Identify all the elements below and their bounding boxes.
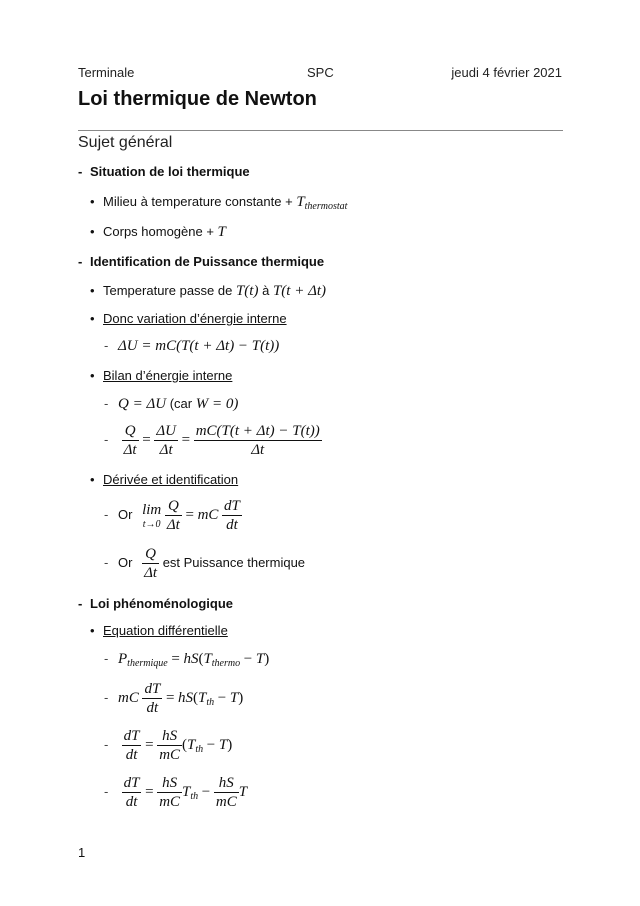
bullet-icon: •	[90, 224, 95, 239]
dash-bullet-icon: -	[104, 431, 109, 447]
section-heading-text: Identification de Puissance thermique	[90, 254, 325, 269]
math-hS: hS	[183, 651, 199, 667]
equation-dTdt: - $\frac{dT}{dt}$ = $\frac{hS}{mC}$ $(T_{th} - T)$	[104, 728, 233, 763]
dash-bullet-icon: -	[78, 596, 83, 611]
list-item-derivee	[90, 472, 238, 487]
math-subscript: th	[206, 696, 215, 708]
bullet-icon: •	[90, 623, 95, 638]
header-date: jeudi 4 février 2021	[451, 65, 562, 80]
fraction: $\frac{mC(T(t + \Delta t) - T(t))}{\Delta t}$	[195, 423, 320, 458]
math-T: T	[217, 224, 226, 240]
math-expression: ΔU = mC(T(t + Δt) − T(t))	[118, 338, 280, 354]
item-text: Corps homogène +	[103, 224, 218, 239]
list-item-variation	[90, 311, 287, 326]
fraction: $\frac{Q}{\Delta t}$	[144, 546, 158, 581]
list-item-corps	[90, 224, 226, 241]
header-class: Terminale	[78, 65, 135, 80]
section-heading-situation	[78, 164, 250, 179]
dash-bullet-icon: -	[78, 254, 83, 269]
math-subscript: thermostat	[304, 201, 348, 212]
fraction: $\frac{hS}{mC}$	[215, 775, 237, 810]
dash-bullet-icon: -	[104, 338, 109, 353]
equation-P: - $P_{thermique} = hS(T_{thermo} - T)$	[104, 651, 270, 669]
section-heading-identification	[78, 254, 324, 269]
equation-power	[104, 545, 305, 582]
page-number: 1	[78, 845, 86, 860]
math-subscript: thermo	[211, 658, 241, 669]
dash-bullet-icon: -	[104, 689, 109, 705]
list-item-milieu	[90, 194, 347, 212]
item-text: est Puissance thermique	[162, 554, 306, 570]
dash-bullet-icon: -	[104, 651, 109, 666]
equation-limit: - Or lim t→0 $\frac{Q}{\Delta t}$ = mC $\frac{dT}{dt}$	[104, 498, 240, 533]
math-mC: mC	[118, 689, 139, 706]
item-text: Temperature passe de	[103, 283, 236, 298]
equation-Q	[104, 396, 238, 413]
section-heading-text: Situation de loi thermique	[90, 164, 250, 179]
equation-final: - $\frac{dT}{dt}$ = $\frac{hS}{mC}$ $T_{th}$ − $\frac{hS}{mC}$ T	[104, 775, 248, 810]
bullet-icon: •	[90, 472, 95, 487]
fraction: $\frac{dT}{dt}$	[123, 728, 140, 763]
math-expression: Q = ΔU	[118, 396, 167, 412]
dash-bullet-icon: -	[78, 164, 83, 179]
section-heading-text: Loi phénoménologique	[90, 596, 233, 611]
limit-operator: lim t→0	[142, 501, 162, 530]
math-expression: mC	[197, 506, 219, 523]
list-item-bilan	[90, 368, 232, 383]
dash-bullet-icon: -	[104, 554, 109, 570]
dash-bullet-icon: -	[104, 396, 109, 411]
equation-ratio: - $\frac{Q}{\Delta t}$ = $\frac{\Delta U}{\Delta t}$ = $\frac{mC(T(t + \Delta t) - T(t))}{\Delta t}$	[104, 423, 320, 458]
fraction: $\frac{hS}{mC}$	[159, 728, 181, 763]
fraction: $\frac{dT}{dt}$	[123, 775, 140, 810]
bullet-icon: •	[90, 194, 95, 209]
title-divider	[78, 130, 563, 131]
header-subject: SPC	[307, 65, 334, 80]
section-heading-loi	[78, 596, 233, 611]
bullet-icon: •	[90, 283, 95, 298]
math-P: P	[118, 651, 128, 667]
item-text: Or	[118, 554, 133, 570]
math-Tdt: T(t + Δt)	[272, 283, 327, 299]
item-text: (car	[169, 396, 196, 411]
item-text: Donc variation d’énergie interne	[103, 311, 287, 326]
fraction: $\frac{dT}{dt}$	[144, 681, 161, 716]
math-expression: W = 0)	[195, 396, 239, 412]
equation-deltaU	[104, 338, 279, 355]
item-text: Dérivée et identification	[103, 472, 239, 487]
item-text: Bilan d’énergie interne	[103, 368, 233, 383]
dash-bullet-icon: -	[104, 783, 109, 799]
subtitle: Sujet général	[78, 134, 173, 151]
fraction: $\frac{dT}{dt}$	[224, 498, 240, 533]
item-text: à	[262, 283, 270, 298]
bullet-icon: •	[90, 368, 95, 383]
fraction: $\frac{hS}{mC}$	[159, 775, 181, 810]
fraction: $\frac{Q}{\Delta t}$	[123, 423, 137, 458]
dash-bullet-icon: -	[104, 506, 109, 522]
bullet-icon: •	[90, 311, 95, 326]
page-title: Loi thermique de Newton	[78, 88, 317, 110]
fraction: $\frac{Q}{\Delta t}$	[166, 498, 180, 533]
fraction: $\frac{\Delta U}{\Delta t}$	[156, 423, 176, 458]
math-Tt: T(t)	[235, 283, 259, 299]
dash-bullet-icon: -	[104, 736, 109, 752]
item-text: Milieu à temperature constante +	[103, 194, 297, 209]
item-text: Or	[118, 506, 133, 522]
list-item-temperature	[90, 283, 326, 300]
item-text: Equation différentielle	[103, 623, 228, 638]
math-subscript: thermique	[127, 658, 168, 669]
equation-mC: - mC $\frac{dT}{dt}$ = $hS(T_{th} - T)$	[104, 681, 244, 716]
list-item-equation	[90, 623, 228, 638]
math-T: T	[296, 194, 305, 210]
